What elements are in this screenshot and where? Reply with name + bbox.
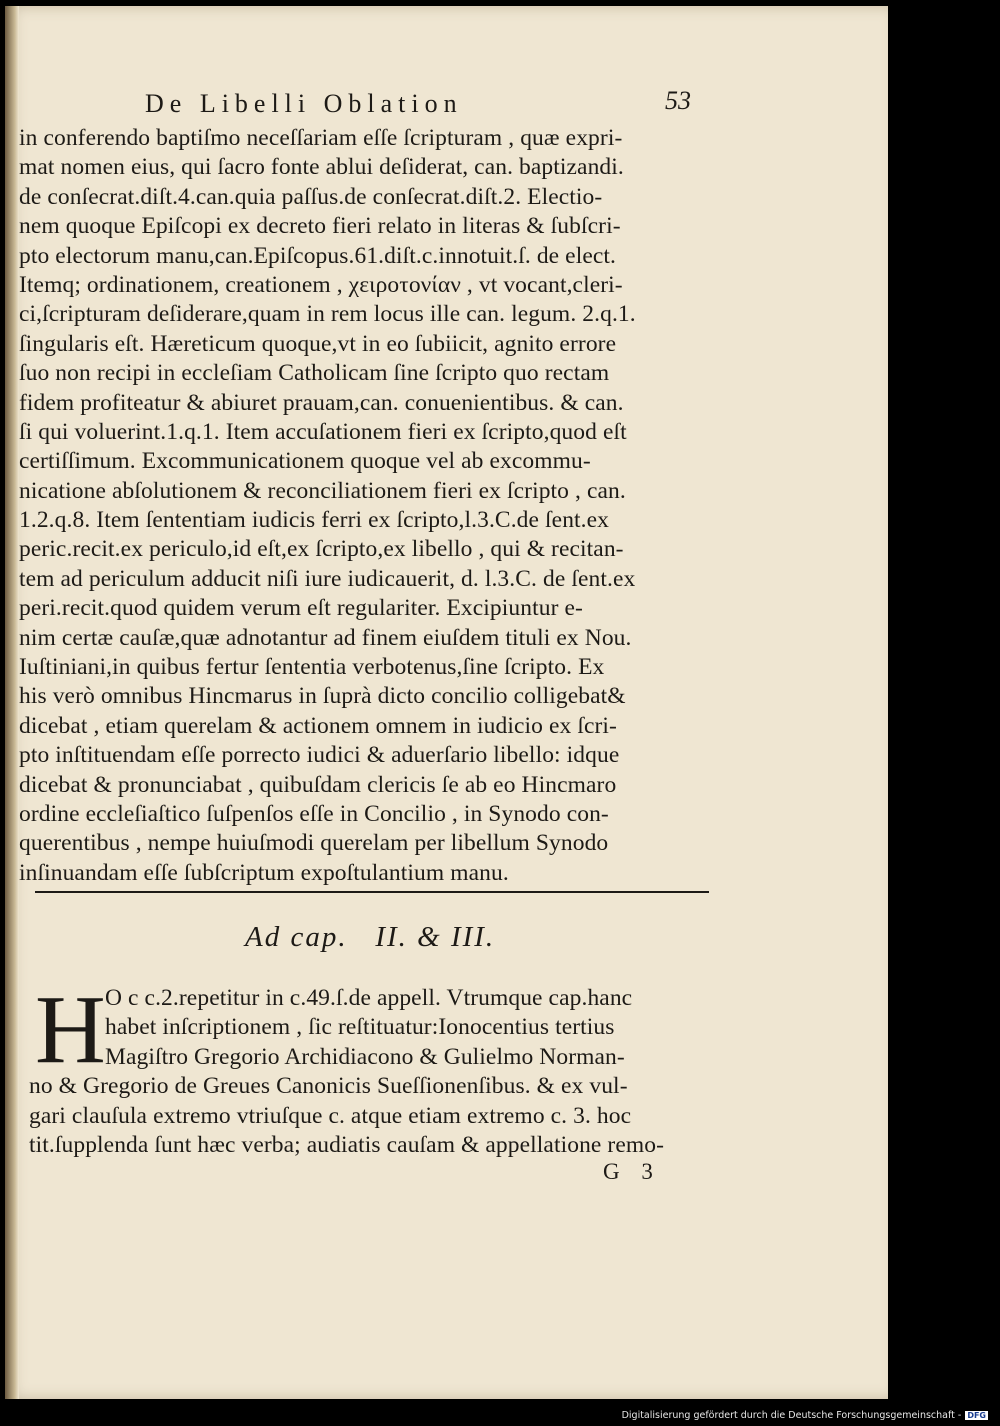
text-line: his verò omnibus Hincmarus in ſuprà dicto concilio colligebat& <box>19 683 626 710</box>
text-line: dicebat & pronunciabat , quibuſdam clericis ſe ab eo Hincmaro <box>19 771 617 798</box>
text-line: Magiſtro Gregorio Archidiacono & Gulielmo Norman- <box>105 1043 625 1070</box>
text-line: inſinuandam eſſe ſubſcriptum expoſtulantium manu. <box>19 859 509 886</box>
text-line: nim certæ cauſæ,quæ adnotantur ad finem eiuſdem tituli ex Nou. <box>19 624 632 651</box>
text-line: gari clauſula extremo vtriuſque c. atque etiam extremo c. 3. hoc <box>29 1102 632 1129</box>
text-line: dicebat , etiam querelam & actionem omnem in iudicio ex ſcri- <box>19 712 617 739</box>
text-line: in conferendo baptiſmo neceſſariam eſſe ſcripturam , quæ expri- <box>19 125 623 151</box>
text-line: O c c.2.repetitur in c.49.ſ.de appell. Vtrumque cap.hanc <box>105 985 633 1011</box>
text-line: certiſſimum. Excommunicationem quoque vel ab excommu- <box>19 448 591 475</box>
text-line: nem quoque Epiſcopi ex decreto fieri relato in literas & ſubſcri- <box>19 213 621 240</box>
section-heading: Ad cap. II. & III. <box>245 921 496 953</box>
text-line: ſuo non recipi in eccleſiam Catholicam ſine ſcripto quo rectam <box>19 360 610 387</box>
footer-credit: Digitalisierung gefördert durch die Deutsche Forschungsgemeinschaft - <box>621 1410 962 1421</box>
main-paragraph <box>19 124 719 888</box>
text-line: 1.2.q.8. Item ſententiam iudicis ferri ex ſcripto,l.3.C.de ſent.ex <box>19 507 610 534</box>
text-line: nicatione abſolutionem & reconciliationem fieri ex ſcripto , can. <box>19 477 626 504</box>
text-line: Itemq; ordinationem, creationem , χειροτονίαν , vt vocant,cleri- <box>19 271 623 298</box>
dfg-logo: DFG <box>967 1411 986 1420</box>
text-line: tem ad periculum adducit niſi iure iudicauerit, d. l.3.C. de ſent.ex <box>19 565 636 592</box>
text-line: de conſecrat.diſt.4.can.quia paſſus.de conſecrat.diſt.2. Electio- <box>19 183 603 210</box>
text-line: fidem profiteatur & abiuret prauam,can. conuenientibus. & can. <box>19 389 624 416</box>
text-line: peri.recit.quod quidem verum eſt regulariter. Excipiuntur e- <box>19 595 583 622</box>
page-binding-shadow <box>5 6 19 1399</box>
drop-capital: H <box>35 976 106 1084</box>
text-line: peric.recit.ex periculo,id eſt,ex ſcripto,ex libello , qui & recitan- <box>19 536 624 563</box>
signature-mark: G 3 <box>603 1159 661 1184</box>
text-line: habet inſcriptionem , ſic reſtituatur:Ionocentius tertius <box>105 1014 615 1041</box>
book-page <box>5 6 888 1399</box>
text-line: pto electorum manu,can.Epiſcopus.61.diſt.c.innotuit.ſ. de elect. <box>19 242 617 269</box>
text-line: querentibus , nempe huiuſmodi querelam per libellum Synodo <box>19 830 609 857</box>
page-number: 53 <box>665 86 691 115</box>
text-line: tit.ſupplenda ſunt hæc verba; audiatis cauſam & appellatione remo- <box>29 1131 665 1158</box>
text-line: ſi qui voluerint.1.q.1. Item accuſationem fieri ex ſcripto,quod eſt <box>19 418 627 445</box>
digitization-footer <box>622 1410 988 1421</box>
text-line: no & Gregorio de Greues Canonicis Sueſſionenſibus. & ex vul- <box>29 1073 628 1100</box>
running-head: De Libelli Oblation <box>145 89 463 118</box>
text-line: pto inſtituendam eſſe porrecto iudici & aduerſario libello: idque <box>19 742 620 769</box>
text-line: mat nomen eius, qui ſacro fonte ablui deſiderat, can. baptizandi. <box>19 154 624 181</box>
section-divider <box>35 891 709 893</box>
text-line: ci,ſcripturam deſiderare,quam in rem locus ille can. legum. 2.q.1. <box>19 301 636 328</box>
text-line: ſingularis eſt. Hæreticum quoque,vt in eo ſubiicit, agnito errore <box>19 330 617 357</box>
text-line: Iuſtiniani,in quibus fertur ſententia verbotenus,ſine ſcripto. Ex <box>19 654 605 681</box>
second-paragraph <box>29 984 715 1160</box>
text-line: ordine eccleſiaſtico ſuſpenſos eſſe in Concilio , in Synodo con- <box>19 800 609 827</box>
